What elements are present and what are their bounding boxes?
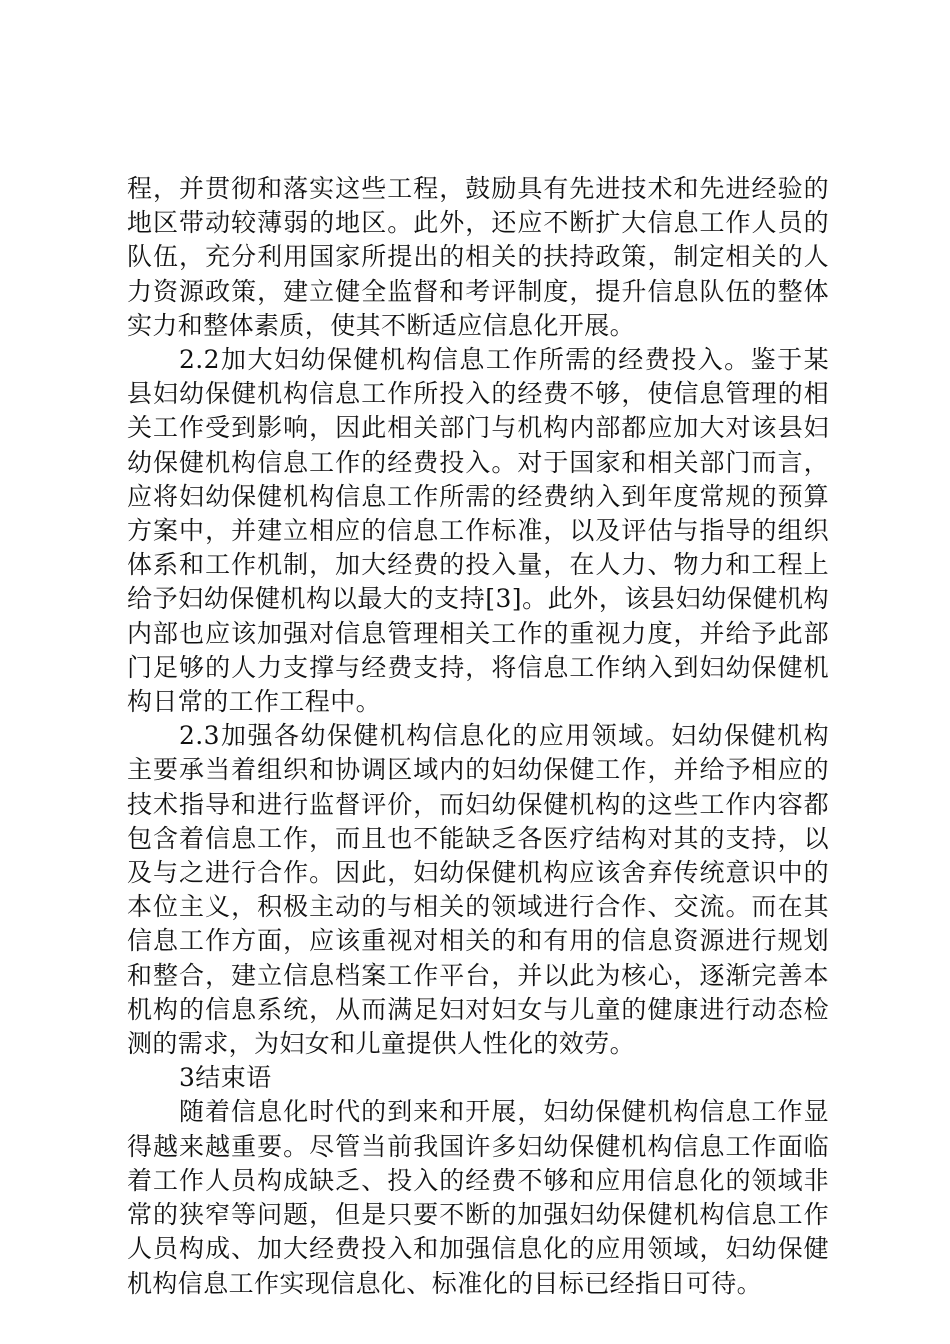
section-heading-conclusion: 3结束语 [179, 1063, 272, 1093]
document-body [127, 172, 829, 1301]
paragraph-continuation: 程，并贯彻和落实这些工程，鼓励具有先进技术和先进经验的地区带动较薄弱的地区。此外，还应不断扩大信息工作人员的队伍，充分利用国家所提出的相关的扶持政策，制定相关的人力资源政策，建立健全监督和考评制度，提升信息队伍的整体实力和整体素质，使其不断适应信息化开展。 [127, 174, 829, 340]
paragraph-section-2-2: 2.2加大妇幼保健机构信息工作所需的经费投入。鉴于某县妇幼保健机构信息工作所投入的经费不够，使信息管理的相关工作受到影响，因此相关部门与机构内部都应加大对该县妇幼保健机构信息工作的经费投入。对于国家和相关部门而言，应将妇幼保健机构信息工作所需的经费纳入到年度常规的预算方案中，并建立相应的信息工作标准，以及评估与指导的组织体系和工作机制，加大经费的投入量，在人力、物力和工程上给予妇幼保健机构以最大的支持[3]。此外，该县妇幼保健机构内部也应该加强对信息管理相关工作的重视力度，并给予此部门足够的人力支撑与经费支持，将信息工作纳入到妇幼保健机构日常的工作工程中。 [127, 345, 829, 717]
paragraph-section-2-3: 2.3加强各幼保健机构信息化的应用领域。妇幼保健机构主要承当着组织和协调区域内的妇幼保健工作，并给予相应的技术指导和进行监督评价，而妇幼保健机构的这些工作内容都包含着信息工作，而且也不能缺乏各医疗结构对其的支持，以及与之进行合作。因此，妇幼保健机构应该舍弃传统意识中的本位主义，积极主动的与相关的领域进行合作、交流。而在其信息工作方面，应该重视对相关的和有用的信息资源进行规划和整合，建立信息档案工作平台，并以此为核心，逐渐完善本机构的信息系统，从而满足妇对妇女与儿童的健康进行动态检测的需求，为妇女和儿童提供人性化的效劳。 [127, 721, 829, 1059]
paragraph-conclusion: 随着信息化时代的到来和开展，妇幼保健机构信息工作显得越来越重要。尽管当前我国许多妇幼保健机构信息工作面临着工作人员构成缺乏、投入的经费不够和应用信息化的领域非常的狭窄等问题，但是只要不断的加强妇幼保健机构信息工作人员构成、加大经费投入和加强信息化的应用领域，妇幼保健机构信息工作实现信息化、标准化的目标已经指日可待。 [127, 1097, 829, 1298]
